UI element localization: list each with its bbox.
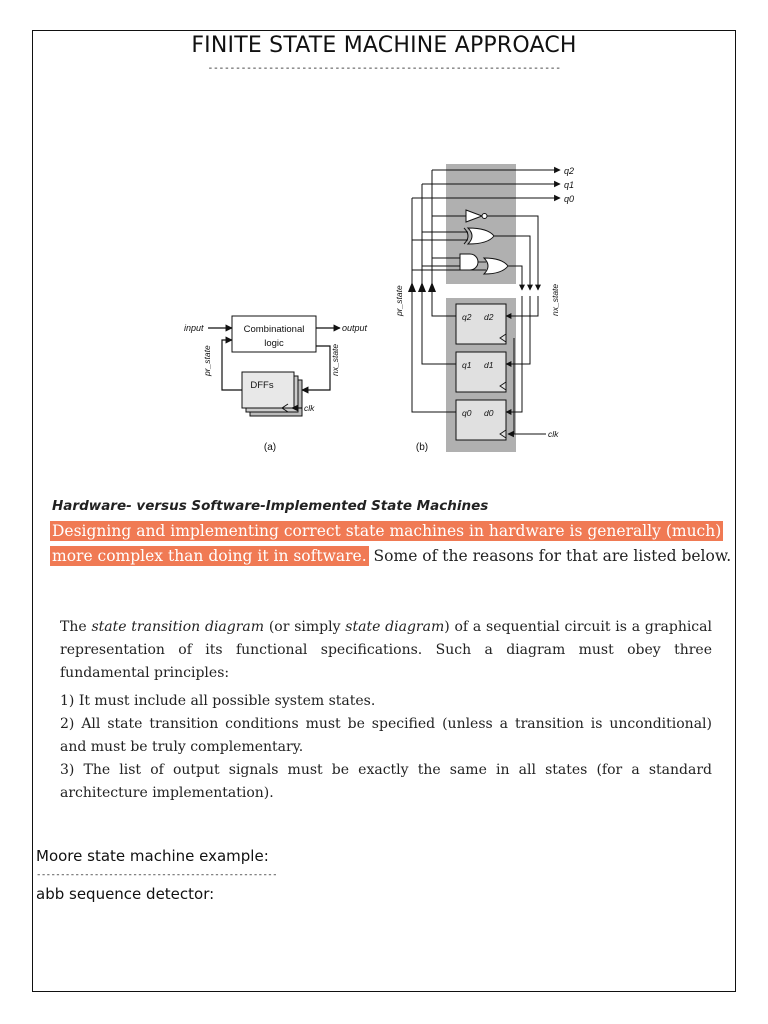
- principles-list: [60, 690, 712, 805]
- para-text-3: ) of a sequential circuit is a graphical representation of its functional specifications. Such a diagram must obey three fundamental principles:: [60, 619, 712, 681]
- fsm-figure: [170, 150, 610, 470]
- dffs-label: DFFs: [250, 380, 274, 391]
- moore-example-label: Moore state machine example:: [36, 847, 269, 865]
- para-text-1: The: [60, 619, 92, 635]
- clk-label-b: clk: [548, 429, 559, 439]
- nx-state-label-b: nx_state: [550, 283, 560, 316]
- highlight-line-1: [50, 522, 723, 540]
- list-item: 3) The list of output signals must be exactly the same in all states (for a standard architecture implementation).: [60, 762, 712, 801]
- comb-label-1: Combinational: [243, 324, 305, 335]
- page-title: FINITE STATE MACHINE APPROACH: [191, 33, 577, 58]
- ff0-q-label: q0: [462, 408, 472, 418]
- caption-a: (a): [263, 442, 277, 453]
- clk-label-a: clk: [304, 403, 315, 413]
- list-item: 2) All state transition conditions must be specified (unless a transition is unconditional) and must be truly complementary.: [60, 716, 712, 755]
- list-item: 1) It must include all possible system states.: [60, 693, 376, 709]
- comb-label-2: logic: [264, 338, 284, 349]
- ff2-d-label: d2: [484, 312, 494, 322]
- para-italic-2: state diagram: [345, 619, 445, 635]
- q0-out-label: q0: [564, 194, 575, 204]
- diagram-b: [394, 164, 574, 453]
- ff1-d-label: d1: [484, 360, 494, 370]
- para-text-2: (or simply: [264, 619, 346, 635]
- highlight-text-2: more complex than doing it in software.: [52, 547, 367, 565]
- title-underline: ----------------------------------------------------------------: [207, 63, 561, 74]
- ff1-q-label: q1: [462, 360, 472, 370]
- pr-state-label-b: pr_state: [394, 285, 404, 316]
- output-label: output: [342, 323, 368, 333]
- ff0-d-label: d0: [484, 408, 494, 418]
- moore-underline: --------------------------------------------------: [36, 870, 277, 880]
- line-2-rest: Some of the reasons for that are listed below.: [368, 547, 732, 565]
- nx-state-label-a: nx_state: [330, 343, 340, 376]
- input-label: input: [184, 323, 204, 333]
- pr-state-label-a: pr_state: [202, 345, 212, 376]
- q1-out-label: q1: [564, 180, 575, 190]
- caption-b: (b): [415, 442, 429, 453]
- abb-detector-label: abb sequence detector:: [36, 885, 215, 903]
- diagram-a: [184, 316, 368, 453]
- highlight-text-1: Designing and implementing correct state machines in hardware is generally (much): [52, 522, 722, 540]
- section-heading: Hardware- versus Software-Implemented State Machines: [52, 498, 489, 514]
- q2-out-label: q2: [564, 166, 575, 176]
- highlight-line-2: [50, 547, 731, 565]
- para-italic-1: state transition diagram: [91, 619, 265, 635]
- state-diagram-paragraph: [60, 616, 712, 685]
- ff2-q-label: q2: [462, 312, 472, 322]
